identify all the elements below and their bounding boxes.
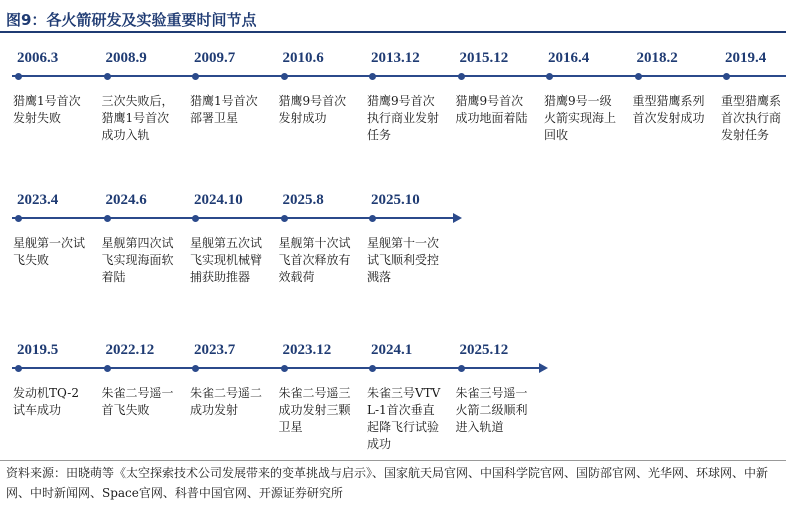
timeline-arrow-icon [453, 213, 462, 223]
timeline-date: 2013.12 [371, 50, 420, 66]
timeline-date: 2025.8 [282, 192, 324, 208]
timeline-node-dot [458, 73, 465, 80]
timeline-node-dot [104, 215, 111, 222]
timeline-event-description: 星舰第五次试飞实现机械臂捕获助推器 [190, 236, 263, 284]
timeline-date: 2023.7 [194, 342, 236, 358]
timeline-node-dot [723, 73, 730, 80]
timeline-event-description: 重型猎鹰系列首次发射成功 [632, 94, 705, 125]
timeline-node-dot [15, 73, 22, 80]
timeline-node-dot [369, 365, 376, 372]
timeline-date: 2008.9 [105, 50, 147, 66]
timeline-node-dot [281, 73, 288, 80]
timeline-date: 2015.12 [459, 50, 509, 66]
timeline-date: 2025.12 [459, 342, 509, 358]
timeline-date: 2025.10 [371, 192, 420, 208]
timeline-event-description: 猎鹰1号首次部署卫星 [190, 94, 258, 125]
timeline-event-description: 重型猎鹰系首次执行商发射任务 [721, 94, 782, 142]
timeline-axis-line [12, 75, 786, 77]
timeline-date: 2024.6 [105, 192, 147, 208]
figure-title: 图9：各火箭研发及实验重要时间节点 [6, 11, 257, 29]
timeline-event-description: 三次失败后，猎鹰1号首次成功入轨 [101, 94, 174, 142]
timeline-event-description: 朱雀二号遥三成功发射三颗卫星 [278, 386, 351, 434]
timeline-event-description: 星舰第一次试飞失败 [13, 236, 86, 267]
source-note: 资料来源：田晓萌等《太空探索技术公司发展带来的变革挑战与启示》、国家航天局官网、中国科学院官网、国防部官网、光华网、环球网、中新网、中时新闻网、Space官网、科普中国官网、开源证券研究所 [6, 466, 769, 500]
timeline-row [0, 190, 786, 310]
source-divider [0, 460, 786, 461]
timeline-node-dot [369, 215, 376, 222]
timeline-date: 2010.6 [282, 50, 324, 66]
timeline-date: 2019.5 [17, 342, 59, 358]
timeline-node-dot [192, 215, 199, 222]
timeline-node-dot [369, 73, 376, 80]
timeline-node-dot [281, 365, 288, 372]
timeline-row [0, 340, 786, 460]
timeline-node-dot [635, 73, 642, 80]
timeline-node-dot [546, 73, 553, 80]
timeline-event-description: 朱雀三号VTVL-1首次垂直起降飞行试验成功 [367, 386, 441, 451]
timeline-arrow-icon [539, 363, 548, 373]
timeline-axis-line [12, 217, 453, 219]
timeline-date: 2009.7 [194, 50, 236, 66]
timeline-event-description: 朱雀二号遥一首飞失败 [101, 386, 174, 417]
timeline-node-dot [104, 73, 111, 80]
timeline-node-dot [458, 365, 465, 372]
timeline-date: 2023.4 [17, 192, 59, 208]
timeline-date: 2006.3 [17, 50, 59, 66]
timeline-node-dot [192, 365, 199, 372]
timeline-node-dot [104, 365, 111, 372]
timeline-event-description: 猎鹰9号首次发射成功 [278, 94, 347, 125]
timeline-event-description: 猎鹰9号首次成功地面着陆 [455, 94, 528, 125]
timeline-event-description: 猎鹰1号首次发射失败 [13, 94, 81, 125]
timeline-date: 2016.4 [548, 50, 590, 66]
timeline-node-dot [15, 365, 22, 372]
timeline-node-dot [192, 73, 199, 80]
timeline-row [0, 48, 786, 168]
timeline-date: 2019.4 [725, 50, 767, 66]
timeline-date: 2023.12 [282, 342, 332, 358]
title-divider [0, 31, 786, 33]
timeline-event-description: 猎鹰9号首次执行商业发射任务 [367, 94, 440, 142]
timeline-event-description: 星舰第十次试飞首次释放有效载荷 [278, 236, 351, 284]
timeline-event-description: 发动机TQ-2试车成功 [13, 386, 79, 417]
timeline-event-description: 星舰第十一次试飞顺利受控溅落 [367, 236, 440, 284]
timeline-event-description: 朱雀三号遥一火箭二级顺利进入轨道 [455, 386, 528, 434]
timeline-node-dot [281, 215, 288, 222]
timeline-node-dot [15, 215, 22, 222]
timeline-date: 2024.1 [371, 342, 413, 358]
timeline-date: 2018.2 [636, 50, 678, 66]
timeline-event-description: 猎鹰9号一级火箭实现海上回收 [544, 94, 617, 142]
timeline-event-description: 星舰第四次试飞实现海面软着陆 [101, 236, 174, 284]
timeline-date: 2022.12 [105, 342, 155, 358]
timeline-date: 2024.10 [194, 192, 243, 208]
timeline-event-description: 朱雀二号遥二成功发射 [190, 386, 263, 417]
